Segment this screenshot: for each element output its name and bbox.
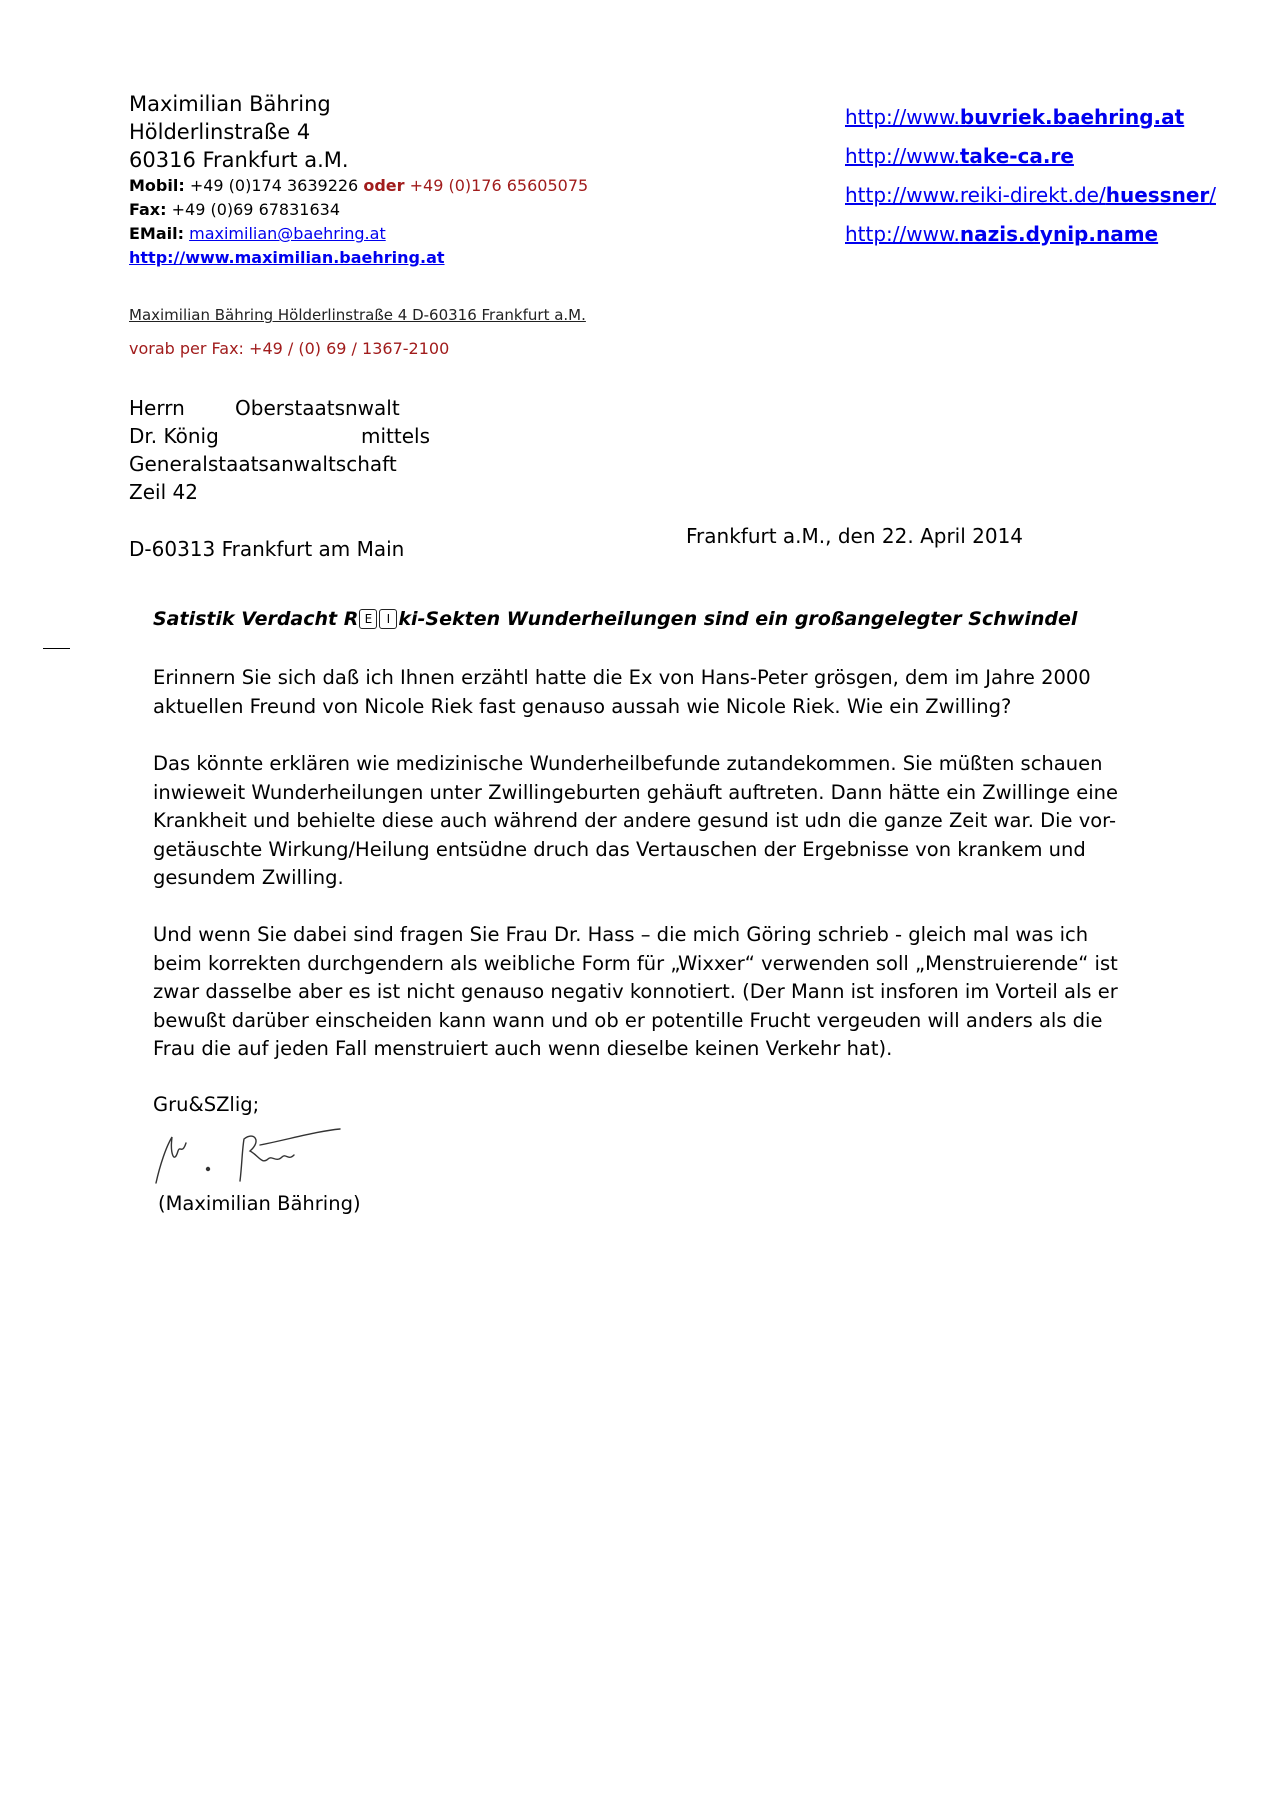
link-item[interactable]	[845, 98, 1216, 137]
greeting: Gru&SZlig;	[153, 1093, 260, 1116]
subject-after: ki-Sekten Wunderheilungen sind ein großangelegter Schwindel	[398, 608, 1078, 630]
subject-line	[153, 608, 1077, 630]
paragraph-line: bewußt darüber einscheiden kann wann und ob er potentille Frucht vergeuden will anders als die	[153, 1008, 1103, 1032]
link-domain: take-ca.re	[959, 144, 1074, 168]
mobile-number-1: +49 (0)174 3639226	[189, 176, 359, 195]
date-line: Frankfurt a.M., den 22. April 2014	[686, 524, 1024, 548]
email-label: EMail:	[129, 224, 185, 243]
paragraph-line: Krankheit und behielte diese auch während der andere gesund ist udn die ganze Zeit war. Die vor-	[153, 809, 1116, 832]
recipient-line-2	[129, 422, 430, 450]
sender-name: Maximilian Bähring	[129, 92, 331, 116]
link-list	[845, 98, 1216, 254]
recipient-name: Dr. König	[129, 424, 219, 448]
recipient-line-3: Generalstaatsanwaltschaft	[129, 452, 397, 476]
signer-name: (Maximilian Bähring)	[158, 1192, 361, 1215]
paragraph-line: Erinnern Sie sich daß ich Ihnen erzähtl hatte die Ex von Hans-Peter grösgen, dem im Jahre 2000	[153, 666, 1091, 689]
recipient-line-4: Zeil 42	[129, 480, 198, 504]
return-address: Maximilian Bähring Hölderlinstraße 4 D-60316 Frankfurt a.M.	[129, 306, 586, 324]
fax-note: vorab per Fax: +49 / (0) 69 / 1367-2100	[129, 339, 450, 358]
signature-image	[150, 1125, 350, 1191]
sender-fax	[129, 198, 588, 222]
link-domain: huessner	[1105, 183, 1210, 207]
recipient-via: mittels	[361, 424, 431, 448]
recipient-line-1	[129, 394, 430, 422]
sender-block	[129, 90, 588, 270]
mobile-label: Mobil:	[129, 176, 185, 195]
mobile-number-2: +49 (0)176 65605075	[409, 176, 589, 195]
paragraph-2	[153, 750, 1163, 893]
link-prefix: http://www.	[845, 105, 960, 129]
subject-before: Satistik Verdacht R	[153, 608, 359, 630]
key-e-icon: E	[359, 609, 377, 629]
link-prefix: http://www.reiki-direkt.de/	[845, 183, 1106, 207]
paragraph-line: Das könnte erklären wie medizinische Wunderheilbefunde zutandekommen. Sie müßten schauen	[153, 752, 1103, 775]
sender-mobile	[129, 174, 588, 198]
recipient-city: D-60313 Frankfurt am Main	[129, 537, 405, 561]
paragraph-3	[153, 921, 1163, 1064]
paragraph-line: gesundem Zwilling.	[153, 866, 344, 889]
link-item[interactable]	[845, 137, 1216, 176]
recipient-title: Oberstaatsnwalt	[235, 396, 400, 420]
recipient-block	[129, 394, 430, 506]
paragraph-line: aktuellen Freund von Nicole Riek fast genauso aussah wie Nicole Riek. Wie ein Zwilling?	[153, 694, 1012, 718]
link-item[interactable]	[845, 215, 1216, 254]
sender-street: Hölderlinstraße 4	[129, 120, 311, 144]
website-link[interactable]: http://www.maximilian.baehring.at	[129, 248, 445, 267]
paragraph-line: beim korrekten durchgendern als weibliche Form für „Wixxer“ verwenden soll „Menstruierende“ ist	[153, 951, 1118, 975]
link-prefix: http://www.	[845, 144, 960, 168]
key-i-icon: I	[379, 609, 397, 629]
fold-mark	[43, 648, 70, 649]
sender-city: 60316 Frankfurt a.M.	[129, 148, 349, 172]
sender-email	[129, 222, 588, 246]
fax-number: +49 (0)69 67831634	[171, 200, 341, 219]
fax-label: Fax:	[129, 200, 167, 219]
paragraph-1	[153, 664, 1163, 721]
paragraph-line: getäuschte Wirkung/Heilung entsüdne druch das Vertauschen der Ergebnisse von krankem und	[153, 837, 1086, 861]
sender-website	[129, 246, 588, 270]
link-suffix: /	[1209, 183, 1216, 207]
link-domain: nazis.dynip.name	[959, 222, 1159, 246]
mobile-or: oder	[363, 176, 405, 195]
link-domain: buvriek.baehring.at	[959, 105, 1185, 129]
paragraph-line: Frau die auf jeden Fall menstruiert auch wenn dieselbe keinen Verkehr hat).	[153, 1037, 893, 1060]
link-item[interactable]	[845, 176, 1216, 215]
paragraph-line: zwar dasselbe aber es ist nicht genauso negativ konnotiert. (Der Mann ist insforen im Vorteil als er	[153, 980, 1118, 1003]
link-prefix: http://www.	[845, 222, 960, 246]
paragraph-line: Und wenn Sie dabei sind fragen Sie Frau Dr. Hass – die mich Göring schrieb - gleich mal was ich	[153, 923, 1089, 946]
email-link[interactable]: maximilian@baehring.at	[189, 224, 386, 243]
paragraph-line: inwieweit Wunderheilungen unter Zwillingeburten gehäuft auftreten. Dann hätte ein Zwillinge eine	[153, 780, 1118, 804]
recipient-salutation: Herrn	[129, 396, 185, 420]
